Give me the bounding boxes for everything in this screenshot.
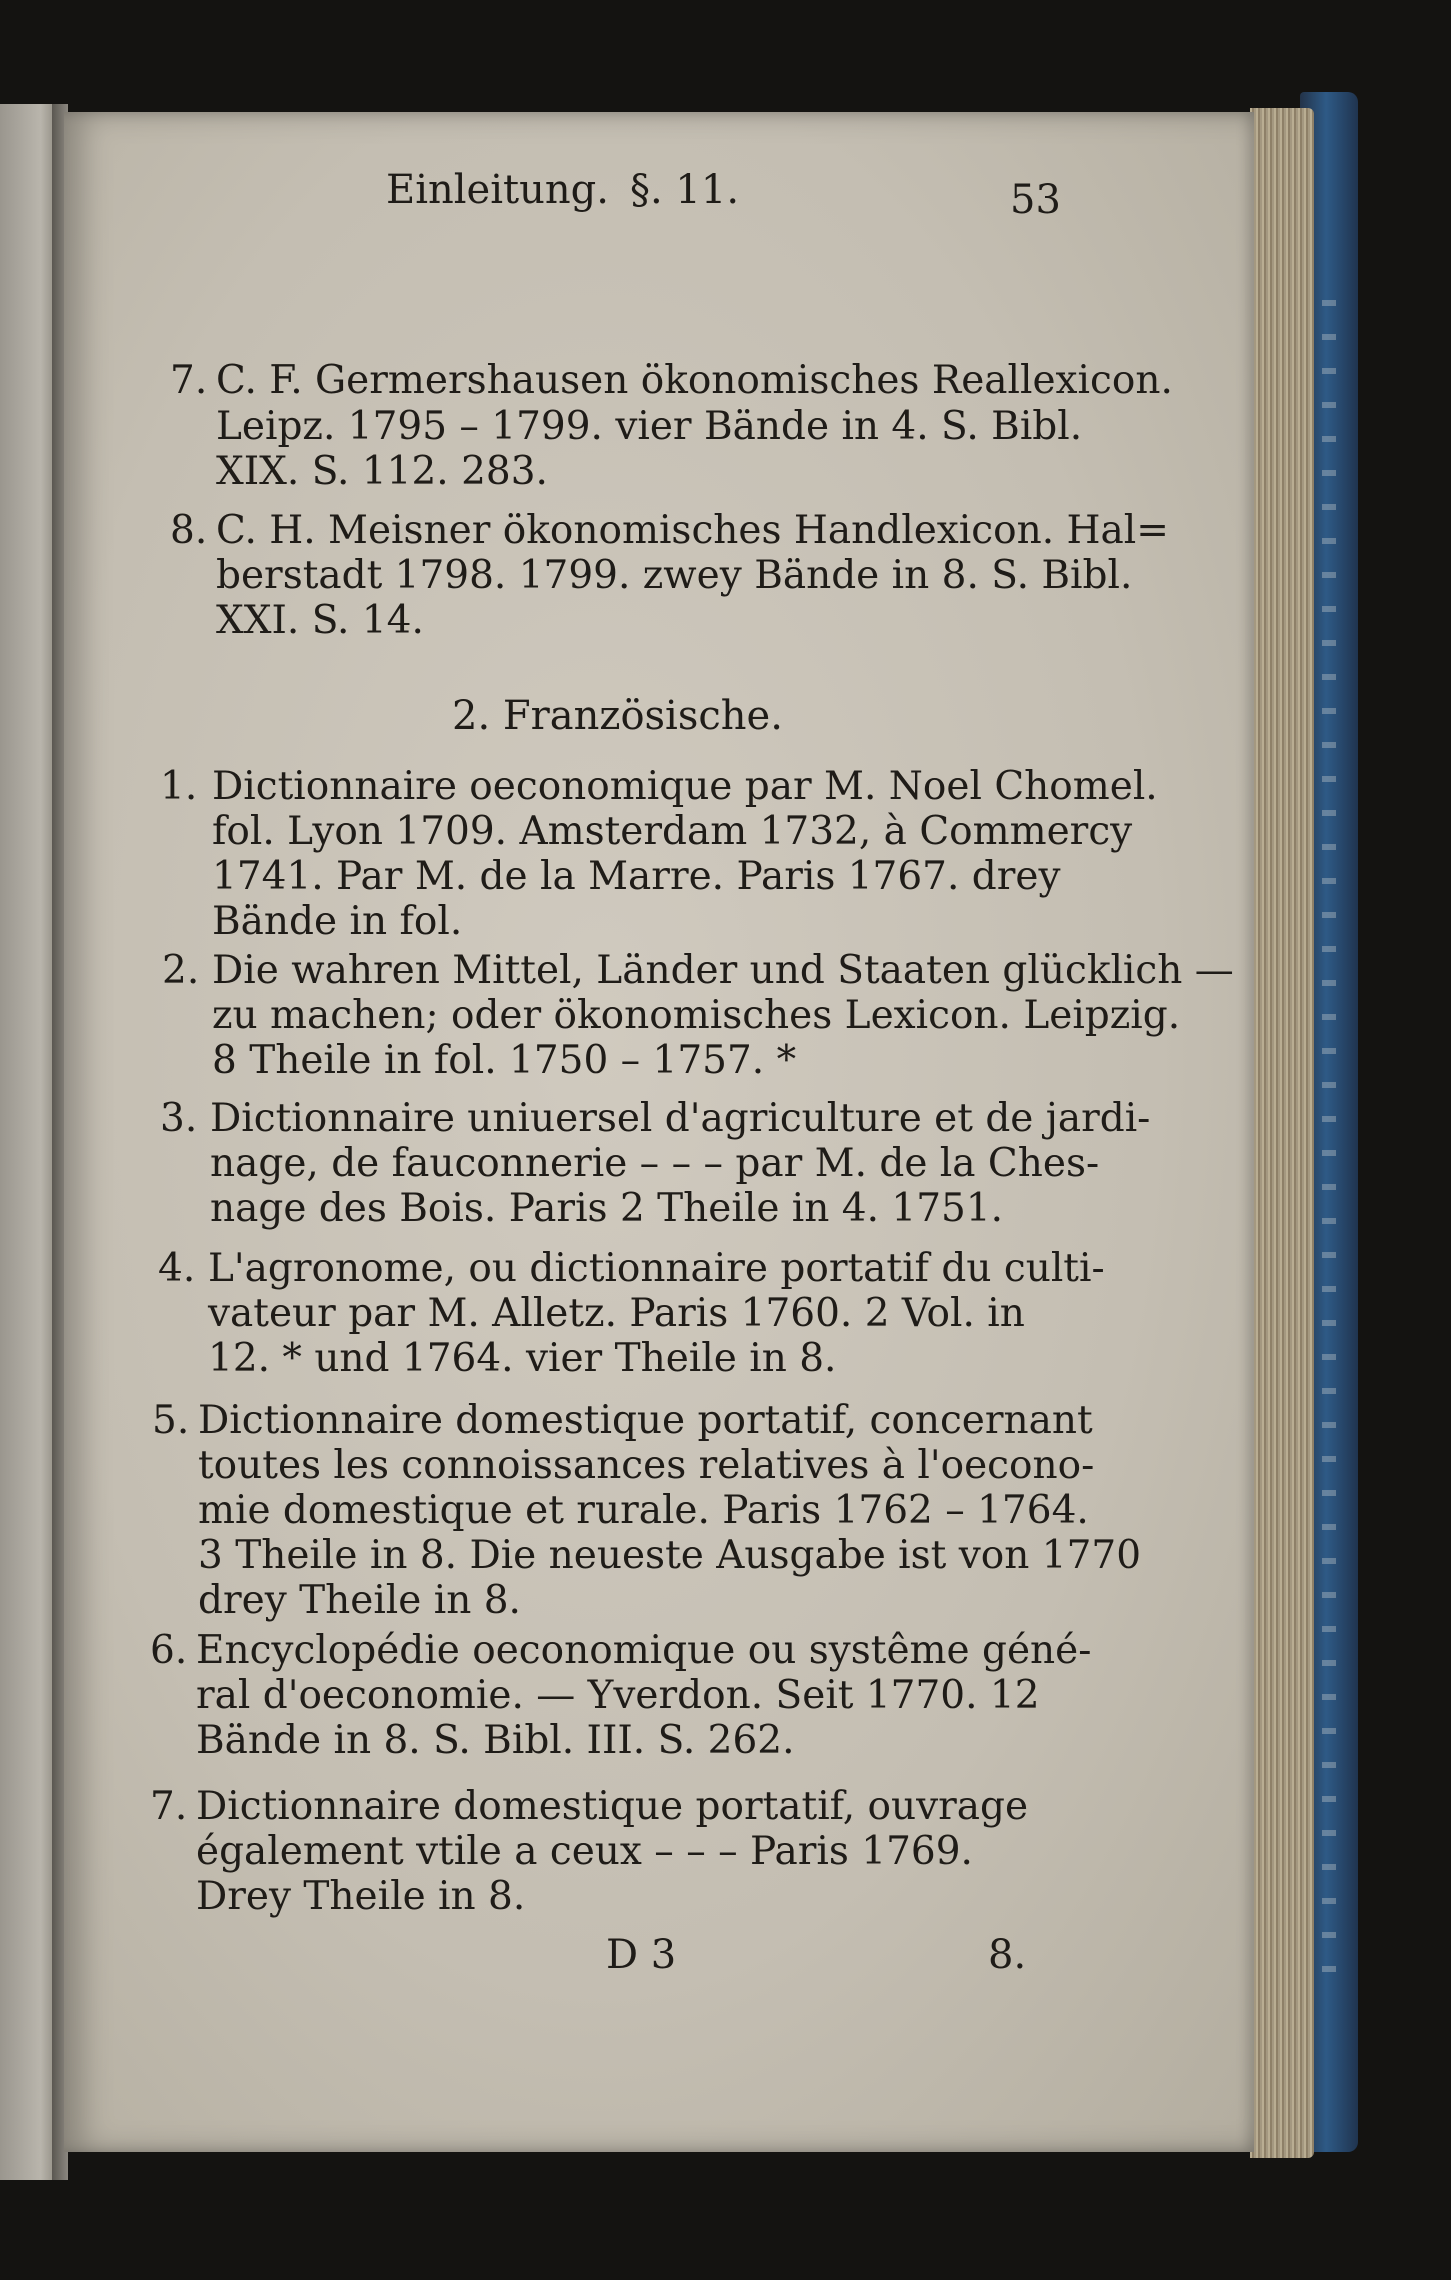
entry-line: ral d'oeconomie. — Yverdon. Seit 1770. 12	[196, 1673, 1040, 1718]
entry-line: Bände in 8. S. Bibl. III. S. 262.	[196, 1718, 795, 1763]
entry-line: C. H. Meisner ökonomisches Handlexicon. Hal=	[216, 508, 1169, 553]
entry-number: 1.	[160, 764, 198, 809]
entry-line: L'agronome, ou dictionnaire portatif du culti-	[208, 1246, 1105, 1291]
section-subheading: 2. Französische.	[452, 693, 783, 739]
entry-line: Dictionnaire uniuersel d'agriculture et de jardi-	[210, 1096, 1151, 1141]
entry-line: 12. * und 1764. vier Theile in 8.	[208, 1336, 837, 1381]
entry-line: 8 Theile in fol. 1750 – 1757. *	[212, 1038, 797, 1083]
entry-line: toutes les connoissances relatives à l'oecono-	[198, 1443, 1095, 1488]
entry-line: Bände in fol.	[212, 899, 463, 944]
entry-line: drey Theile in 8.	[198, 1578, 521, 1623]
entry-2-wahren-mittel	[162, 948, 1234, 1083]
entry-7-germershausen	[170, 358, 1173, 494]
entry-line: nage des Bois. Paris 2 Theile in 4. 1751.	[210, 1186, 1004, 1231]
entry-line: fol. Lyon 1709. Amsterdam 1732, à Commercy	[212, 809, 1133, 854]
entry-6-encyclopedie	[150, 1628, 1091, 1763]
entry-8-meisner	[170, 508, 1169, 643]
entry-line: XXI. S. 14.	[216, 598, 424, 643]
entry-3-agriculture	[160, 1096, 1150, 1231]
entry-line: vateur par M. Alletz. Paris 1760. 2 Vol. in	[208, 1291, 1025, 1336]
signature-mark: D 3	[606, 1932, 677, 1978]
entry-7-domestique-portatif	[150, 1784, 1028, 1919]
entry-line: Leipz. 1795 – 1799. vier Bände in 4. S. Bibl.	[216, 404, 1083, 449]
entry-line: C. F. Germershausen ökonomisches Reallexicon.	[216, 358, 1173, 403]
entry-number: 5.	[152, 1398, 190, 1443]
entry-line: Dictionnaire oeconomique par M. Noel Chomel.	[212, 764, 1158, 809]
entry-line: berstadt 1798. 1799. zwey Bände in 8. S. Bibl.	[216, 553, 1133, 598]
entry-line: également vtile a ceux – – – Paris 1769.	[196, 1829, 973, 1874]
entry-line: nage, de fauconnerie – – – par M. de la Ches-	[210, 1141, 1100, 1186]
entry-line: Dictionnaire domestique portatif, ouvrage	[196, 1784, 1029, 1829]
entry-line: 1741. Par M. de la Marre. Paris 1767. drey	[212, 854, 1061, 899]
entry-line: Drey Theile in 8.	[196, 1874, 526, 1919]
cover-pattern	[1322, 300, 1336, 2000]
entry-4-agronome	[158, 1246, 1105, 1381]
entry-number: 4.	[158, 1246, 196, 1291]
entry-number: 6.	[150, 1628, 188, 1673]
catchword: 8.	[988, 1932, 1027, 1978]
entry-number: 3.	[160, 1096, 198, 1141]
entry-number: 7.	[150, 1784, 188, 1829]
entry-line: Die wahren Mittel, Länder und Staaten glücklich —	[212, 948, 1234, 993]
facing-page-edge	[0, 104, 58, 2180]
page-number: 53	[1010, 177, 1061, 223]
entry-1-chomel	[160, 764, 1158, 944]
entry-5-domestique	[152, 1398, 1141, 1623]
running-head-title: Einleitung.	[386, 167, 609, 213]
entry-number: 7.	[170, 358, 208, 403]
entry-line: mie domestique et rurale. Paris 1762 – 1764.	[198, 1488, 1089, 1533]
entry-number: 2.	[162, 948, 200, 993]
page-block-edge	[1250, 108, 1314, 2158]
entry-line: Encyclopédie oeconomique ou systême géné-	[196, 1628, 1092, 1673]
entry-line: zu machen; oder ökonomisches Lexicon. Leipzig.	[212, 993, 1181, 1038]
running-head-section: §. 11.	[630, 167, 740, 213]
entry-line: 3 Theile in 8. Die neueste Ausgabe ist von 1770	[198, 1533, 1142, 1578]
entry-line: XIX. S. 112. 283.	[216, 449, 548, 494]
entry-line: Dictionnaire domestique portatif, concernant	[198, 1398, 1093, 1443]
entry-number: 8.	[170, 508, 208, 553]
